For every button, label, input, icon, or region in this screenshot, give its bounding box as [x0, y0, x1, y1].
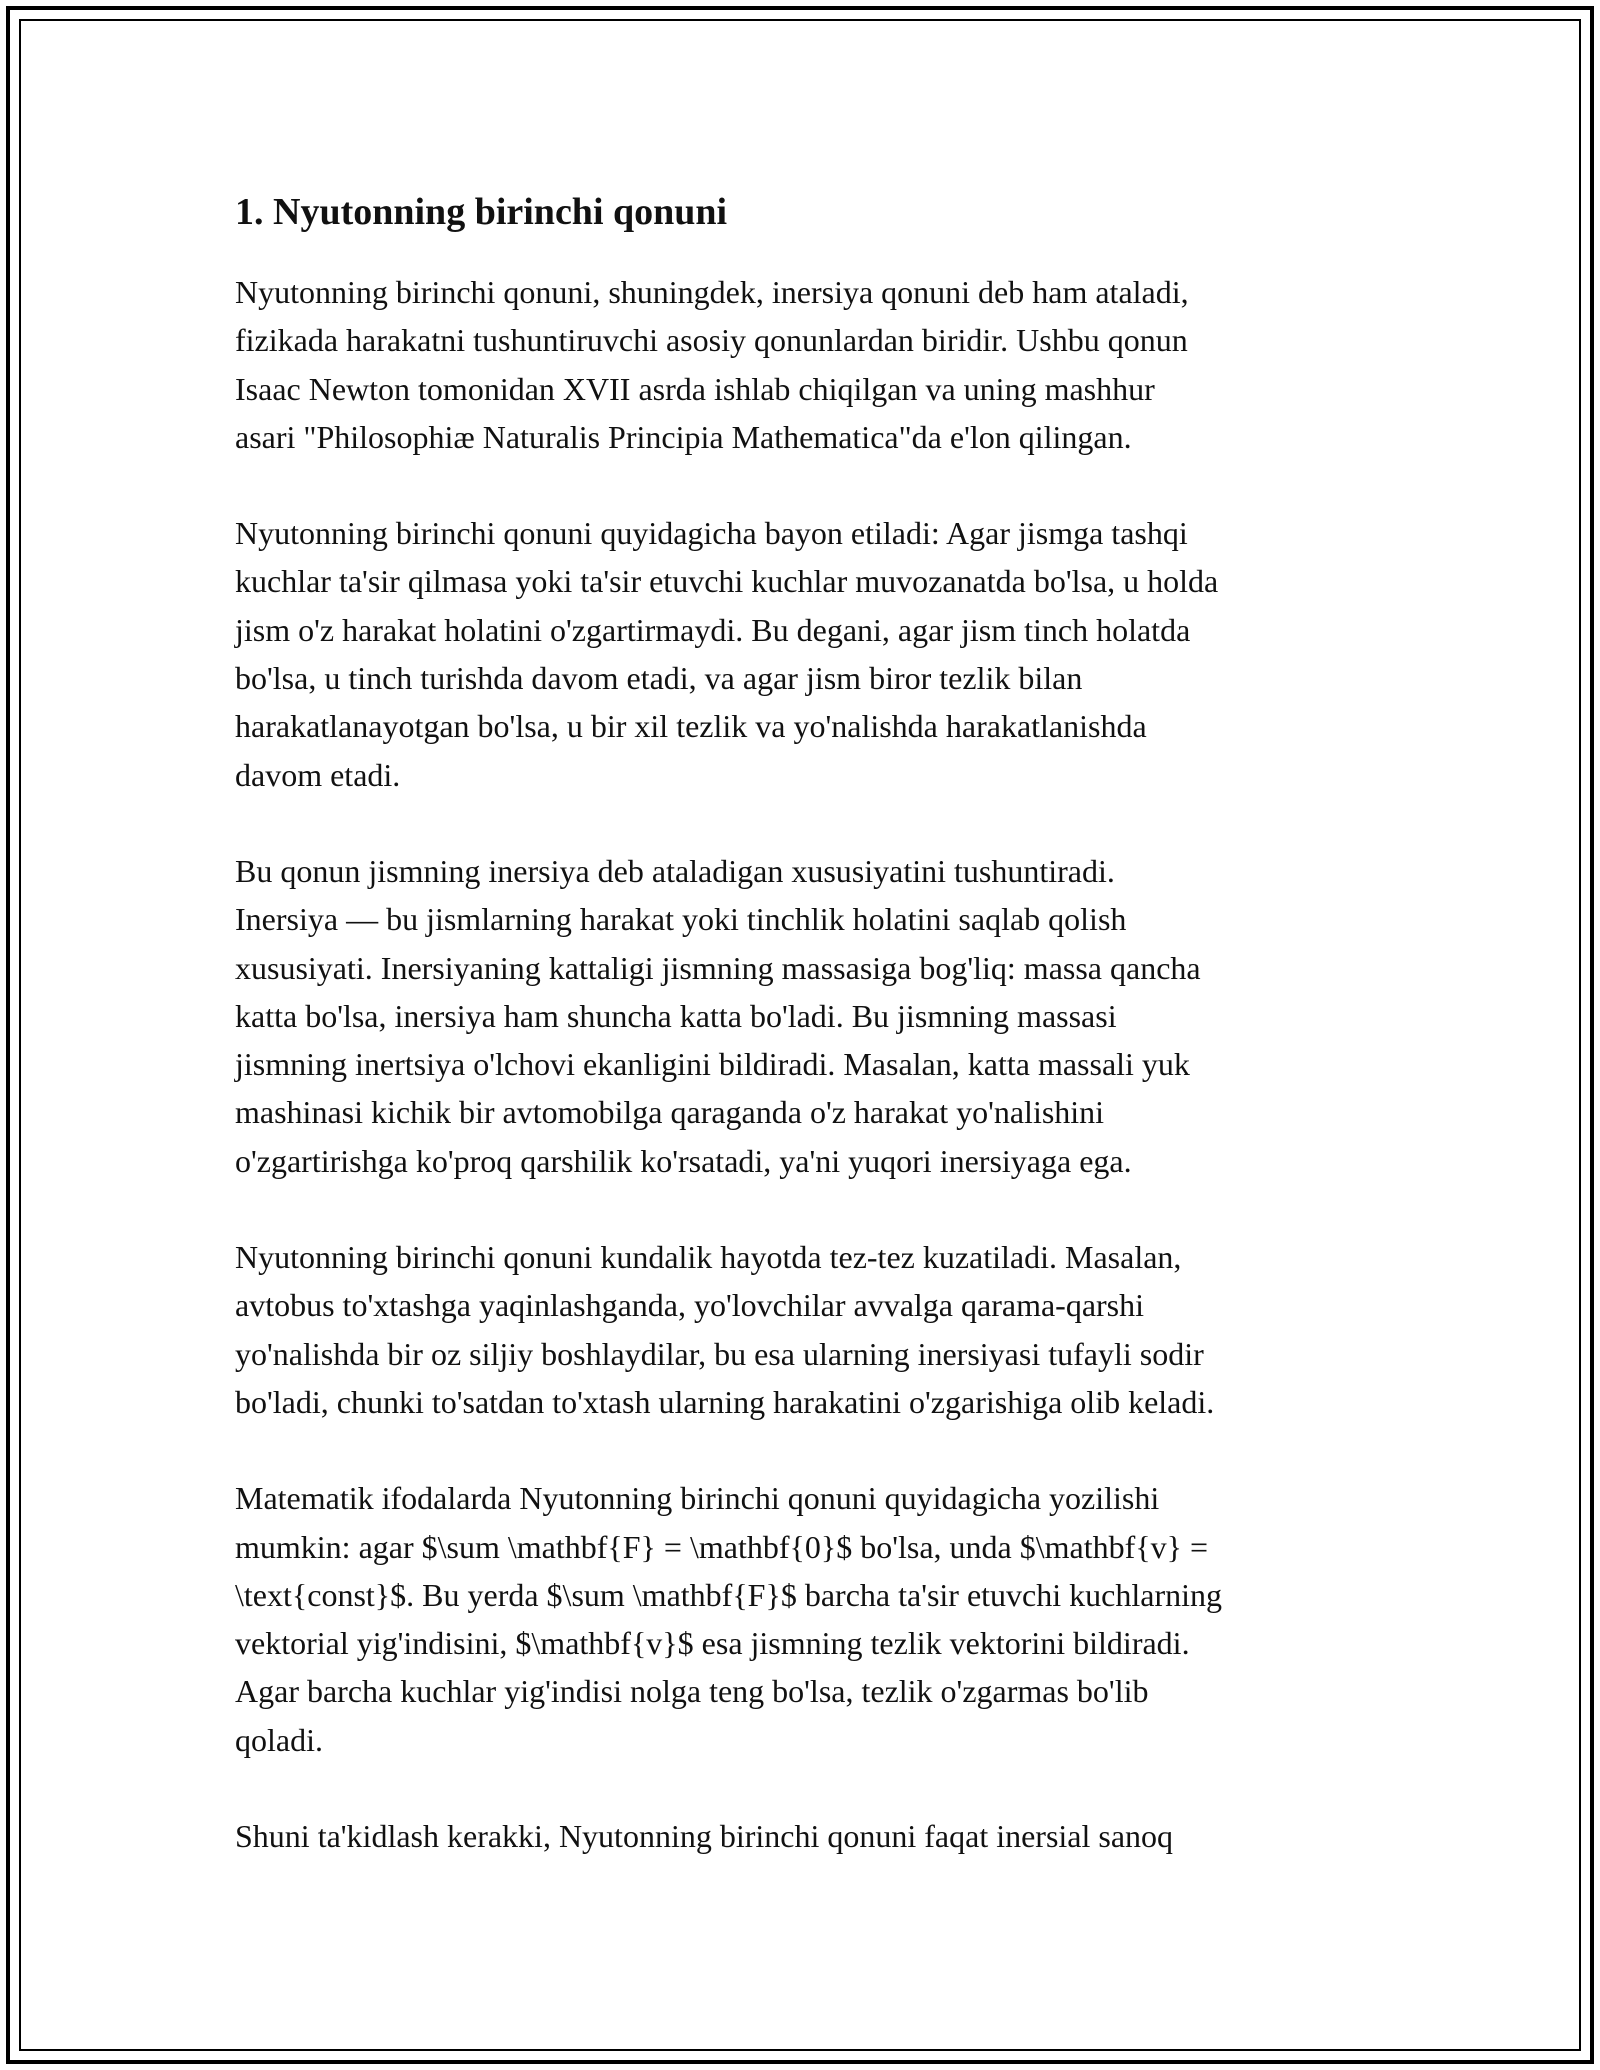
document-body — [235, 186, 1375, 1908]
paragraph-statement: Nyutonning birinchi qonuni quyidagicha bayon etiladi: Agar jismga tashqi kuchlar ta'sir qilmasa yoki ta'sir etuvchi kuchlar muvozanatda bo'lsa, u holda jism o'z harakat holatini o'zgartirmaydi. Bu degani, agar jism tinch holatda bo'lsa, u tinch turishda davom etadi, va agar jism biror tezlik bilan harakatlanayotgan bo'lsa, u bir xil tezlik va yo'nalishda harakatlanishda davom etadi. — [235, 515, 1219, 793]
paragraph-inertial-frames: Shuni ta'kidlash kerakki, Nyutonning birinchi qonuni faqat inersial sanoq — [235, 1818, 1174, 1855]
paragraph-inertia: Bu qonun jismning inersiya deb ataladigan xususiyatini tushuntiradi. Inersiya — bu jismlarning harakat yoki tinchlik holatini saqlab qolish xususiyati. Inersiyaning kattaligi jismning massasiga bog'liq: massa qancha katta bo'lsa, inersiya ham shuncha katta bo'ladi. Bu jismning massasi jismning inertsiya o'lchovi ekanligini bildiradi. Masalan, katta massali yuk mashinasi kichik bir avtomobilga qaraganda o'z harakat yo'nalishini o'zgartirishga ko'proq qarshilik ko'rsatadi, ya'ni yuqori inersiyaga ega. — [235, 852, 1201, 1179]
paragraph-intro: Nyutonning birinchi qonuni, shuningdek, inersiya qonuni deb ham ataladi, fizikada harakatni tushuntiruvchi asosiy qonunlardan biridir. Ushbu qonun Isaac Newton tomonidan XVII asrda ishlab chiqilgan va uning mashhur asari "Philosophiæ Naturalis Principia Mathematica"da e'lon qilingan. — [235, 274, 1189, 455]
paragraph-everyday-example: Nyutonning birinchi qonuni kundalik hayotda tez-tez kuzatiladi. Masalan, avtobus to'xtashga yaqinlashganda, yo'lovchilar avvalga qarama-qarshi yo'nalishda bir oz siljiy boshlaydilar, bu esa ularning inersiyasi tufayli sodir bo'ladi, chunki to'satdan to'xtash ularning harakatini o'zgarishiga olib keladi. — [235, 1239, 1215, 1420]
section-heading: 1. Nyutonning birinchi qonuni — [235, 191, 728, 233]
paragraph-math-formulation: Matematik ifodalarda Nyutonning birinchi qonuni quyidagicha yozilishi mumkin: agar $\sum \mathbf{F} = \mathbf{0}$ bo'lsa, unda $\mathbf{v} = \text{const}$. Bu yerda $\sum \mathbf{F}$ barcha ta'sir etuvchi kuchlarning vektorial yig'indisini, $\mathbf{v}$ esa jismning tezlik vektorini bildiradi. Agar barcha kuchlar yig'indisi nolga teng bo'lsa, tezlik o'zgarmas bo'lib qoladi. — [235, 1480, 1222, 1758]
